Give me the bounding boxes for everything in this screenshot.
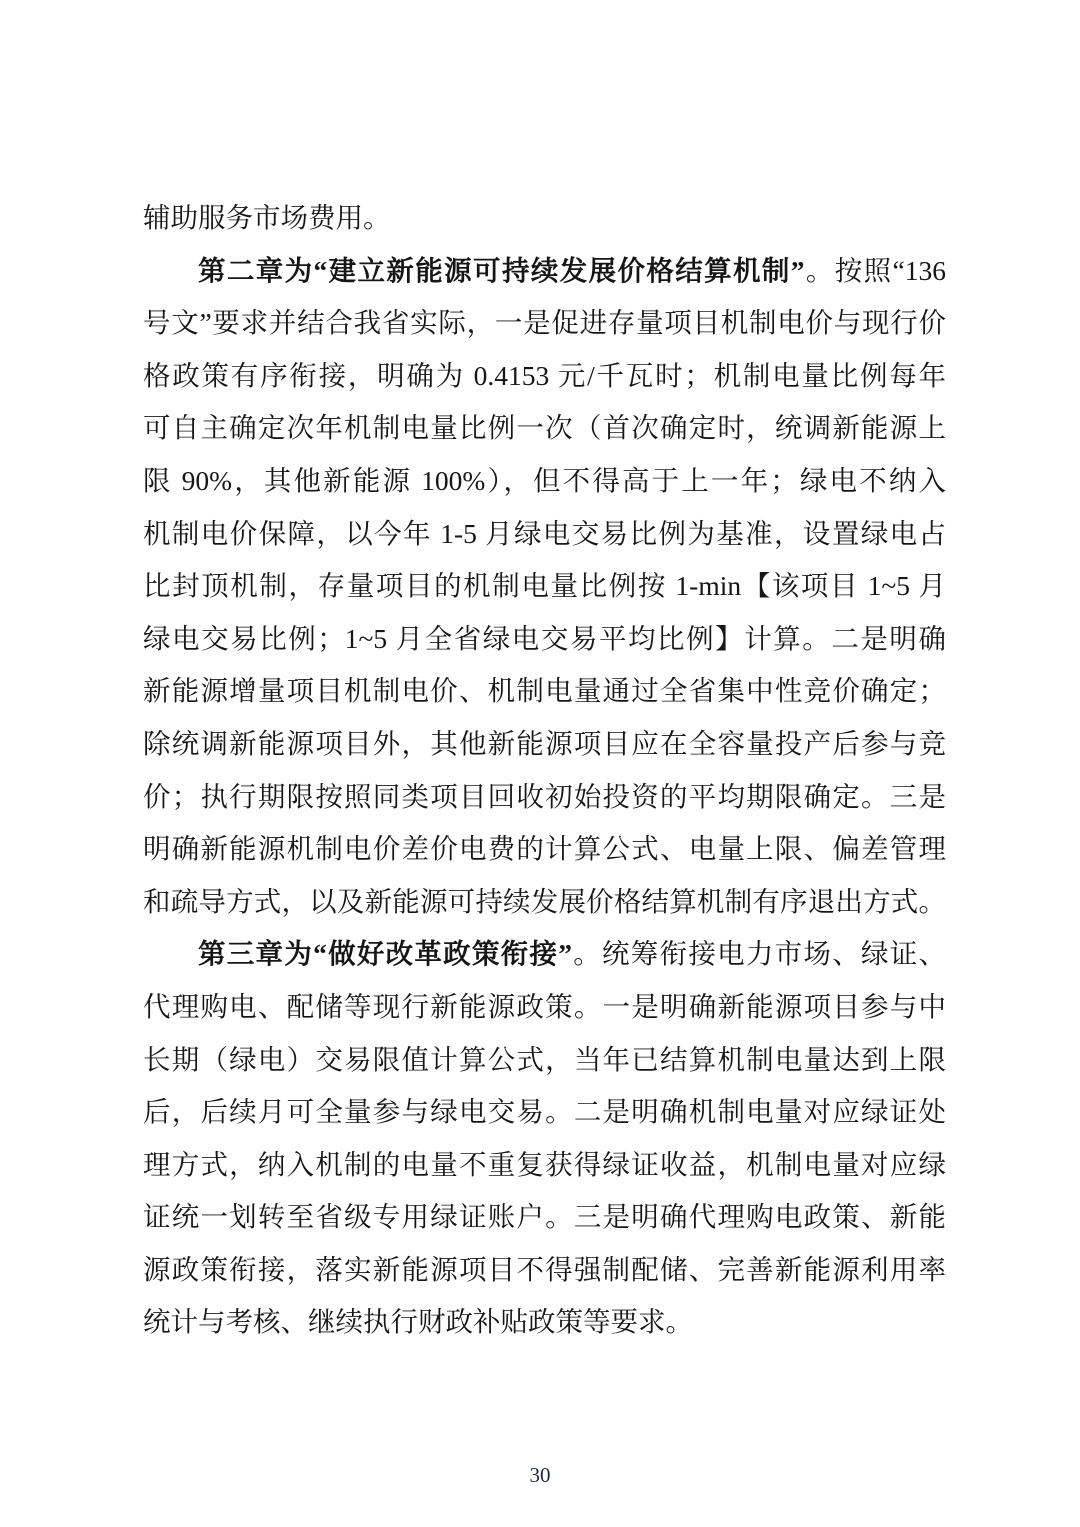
line-text: 价；执行期限按照同类项目回收初始投资的平均期限确定。三是 (143, 780, 946, 812)
page-footer (0, 1463, 1080, 1488)
text-line (143, 560, 946, 613)
line-text: 长期（绿电）交易限值计算公式，当年已结算机制电量达到上限 (143, 1043, 946, 1075)
chapter-heading: 第二章为“建立新能源可持续发展价格结算机制” (198, 254, 805, 286)
line-text: 代理购电、配储等现行新能源政策。一是明确新能源项目参与中 (143, 990, 946, 1022)
line-text: 新能源增量项目机制电价、机制电量通过全省集中性竞价确定； (143, 675, 946, 707)
line-text: 辅助服务市场费用。 (143, 202, 391, 233)
line-text: 统计与考核、继续执行财政补贴政策等要求。 (143, 1306, 693, 1338)
line-text: 格政策有序衔接，明确为 0.4153 元/千瓦时；机制电量比例每年 (143, 359, 946, 391)
text-line (143, 508, 946, 561)
text-line (143, 1139, 946, 1192)
text-line (143, 823, 946, 876)
line-text: 限 90%，其他新能源 100%），但不得高于上一年；绿电不纳入 (143, 464, 946, 496)
line-text: 证统一划转至省级专用绿证账户。三是明确代理购电政策、新能 (143, 1201, 946, 1233)
text-line (143, 350, 946, 403)
line-text: 机制电价保障，以今年 1-5 月绿电交易比例为基准，设置绿电占 (143, 517, 946, 549)
text-line (143, 245, 946, 298)
text-line (143, 771, 946, 824)
text-line (143, 1034, 946, 1087)
document-body (143, 192, 946, 1349)
line-text: 除统调新能源项目外，其他新能源项目应在全容量投产后参与竞 (143, 727, 946, 759)
line-text: 。统筹衔接电力市场、绿证、 (572, 938, 946, 970)
text-line (143, 1191, 946, 1244)
line-text: 绿电交易比例；1~5 月全省绿电交易平均比例】计算。二是明确 (143, 622, 946, 654)
text-line (143, 718, 946, 771)
line-text: 。按照“136 (804, 254, 946, 286)
chapter-heading: 第三章为“做好改革政策衔接” (198, 938, 572, 970)
line-text: 源政策衔接，落实新能源项目不得强制配储、完善新能源利用率 (143, 1253, 946, 1285)
line-text: 理方式，纳入机制的电量不重复获得绿证收益，机制电量对应绿 (143, 1148, 946, 1180)
text-line (143, 297, 946, 350)
text-line (143, 455, 946, 508)
text-line (143, 1086, 946, 1139)
text-line (143, 876, 946, 929)
line-text: 后，后续月可全量参与绿电交易。二是明确机制电量对应绿证处 (143, 1096, 946, 1128)
text-line (143, 665, 946, 718)
line-text: 明确新能源机制电价差价电费的计算公式、电量上限、偏差管理 (143, 833, 946, 865)
text-line (143, 1296, 946, 1349)
line-text: 可自主确定次年机制电量比例一次（首次确定时，统调新能源上 (143, 412, 946, 444)
text-line (143, 192, 946, 245)
line-text: 和疏导方式，以及新能源可持续发展价格结算机制有序退出方式。 (143, 885, 946, 917)
text-line (143, 1244, 946, 1297)
text-line (143, 613, 946, 666)
text-line (143, 928, 946, 981)
line-text: 比封顶机制，存量项目的机制电量比例按 1-min【该项目 1~5 月 (143, 570, 946, 602)
text-line (143, 981, 946, 1034)
text-line (143, 402, 946, 455)
page-number: 30 (529, 1463, 551, 1487)
line-text: 号文”要求并结合我省实际，一是促进存量项目机制电价与现行价 (143, 307, 946, 339)
